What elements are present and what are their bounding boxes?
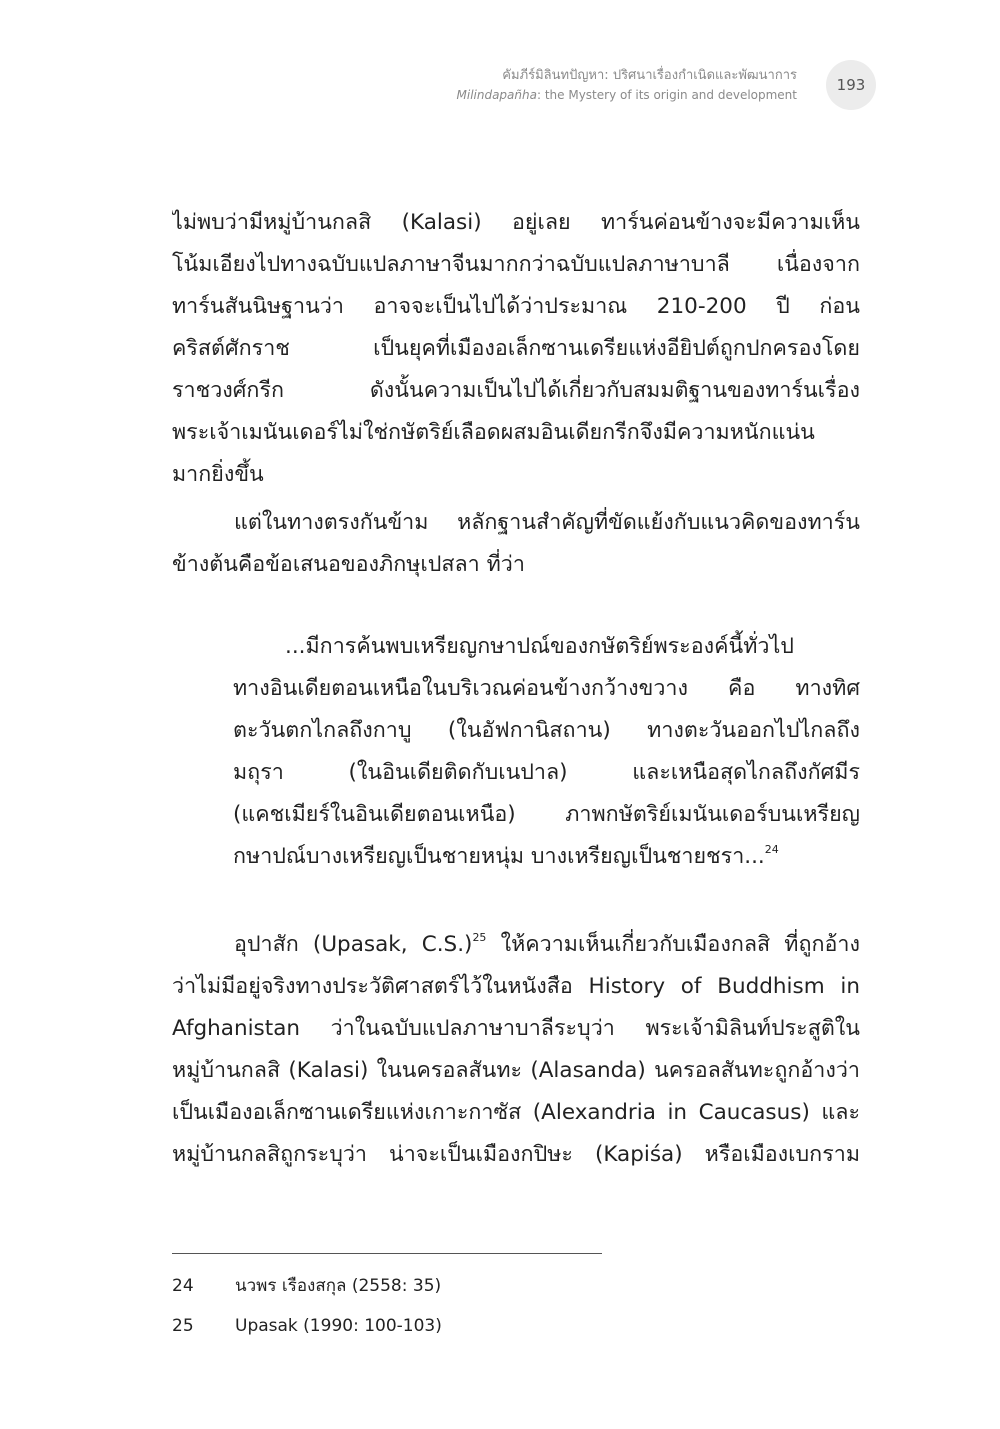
quote-line: ทางอินเดียตอนเหนือในบริเวณค่อนข้างกว้างขวาง คือ ทางทิศ <box>233 676 860 701</box>
footnote-text: Upasak (1990: 100-103) <box>235 1316 442 1336</box>
paragraph-2 <box>172 502 860 586</box>
footnote-24 <box>172 1274 441 1298</box>
header-english-title <box>277 86 797 104</box>
header-english-rest: : the Mystery of its origin and development <box>536 88 797 102</box>
body-line: มากยิ่งขึ้น <box>172 462 264 487</box>
block-quote <box>233 626 860 878</box>
body-line: โน้มเอียงไปทางฉบับแปลภาษาจีนมากกว่าฉบับแปลภาษาบาลี เนื่องจาก <box>172 252 860 277</box>
quote-line-last <box>233 836 860 878</box>
body-text: อุปาสัก (Upasak, C.S.) <box>234 932 473 957</box>
footnote-number: 25 <box>172 1316 194 1336</box>
page-number: 193 <box>826 60 876 110</box>
footnote-text: นวพร เรืองสกุล (2558: 35) <box>235 1276 442 1296</box>
body-text: ให้ความเห็นเกี่ยวกับเมืองกลสิ ที่ถูกอ้าง <box>486 932 860 957</box>
footnote-25 <box>172 1314 442 1338</box>
body-line-first <box>172 924 860 966</box>
body-line: ไม่พบว่ามีหมู่บ้านกลสิ (Kalasi) อยู่เลย ทาร์นค่อนข้างจะมีความเห็น <box>172 210 860 235</box>
body-line: ทาร์นสันนิษฐานว่า อาจจะเป็นไปได้ว่าประมาณ 210-200 ปี ก่อน <box>172 294 860 319</box>
body-line: ราชวงศ์กรีก ดังนั้นความเป็นไปได้เกี่ยวกับสมมติฐานของทาร์นเรื่อง <box>172 378 860 403</box>
running-header <box>277 66 797 104</box>
footnote-ref-25[interactable]: 25 <box>472 931 487 944</box>
body-line: หมู่บ้านกลสิถูกระบุว่า น่าจะเป็นเมืองกปิษะ (Kapiśa) หรือเมืองเบกราม <box>172 1142 860 1167</box>
quote-line: ...มีการค้นพบเหรียญกษาปณ์ของกษัตริย์พระองค์นี้ทั่วไป <box>285 634 794 659</box>
header-thai-title: คัมภีร์มิลินทปัญหา: ปริศนาเรื่องกำเนิดและพัฒนาการ <box>502 68 797 83</box>
footnote-number: 24 <box>172 1276 194 1296</box>
body-line: ข้างต้นคือข้อเสนอของภิกษุเปสลา ที่ว่า <box>172 552 525 577</box>
body-line: คริสต์ศักราช เป็นยุคที่เมืองอเล็กซานเดรียแห่งอียิปต์ถูกปกครองโดย <box>172 336 860 361</box>
quote-line: (แคชเมียร์ในอินเดียตอนเหนือ) ภาพกษัตริย์เมนันเดอร์บนเหรียญ <box>233 802 860 827</box>
footnote-divider <box>172 1253 602 1254</box>
footnote-ref-24[interactable]: 24 <box>764 843 779 856</box>
quote-line: ตะวันตกไกลถึงกาบู (ในอัฟกานิสถาน) ทางตะวันออกไปไกลถึง <box>233 718 860 743</box>
body-line: เป็นเมืองอเล็กซานเดรียแห่งเกาะกาซัส (Alexandria in Caucasus) และ <box>172 1100 860 1125</box>
quote-line-text: กษาปณ์บางเหรียญเป็นชายหนุ่ม บางเหรียญเป็นชายชรา... <box>233 844 765 869</box>
body-line: แต่ในทางตรงกันข้าม หลักฐานสำคัญที่ขัดแย้งกับแนวคิดของทาร์น <box>234 510 860 535</box>
header-english-italic: Milindapañha <box>456 88 537 102</box>
paragraph-1 <box>172 202 860 496</box>
body-line: ว่าไม่มีอยู่จริงทางประวัติศาสตร์ไว้ในหนังสือ History of Buddhism in <box>172 974 860 999</box>
body-line: Afghanistan ว่าในฉบับแปลภาษาบาลีระบุว่า พระเจ้ามิลินท์ประสูติใน <box>172 1016 860 1041</box>
body-line: พระเจ้าเมนันเดอร์ไม่ใช่กษัตริย์เลือดผสมอินเดียกรีกจึงมีความหนักแน่น <box>172 420 815 445</box>
quote-line: มถุรา (ในอินเดียติดกับเนปาล) และเหนือสุดไกลถึงกัศมีร <box>233 760 860 785</box>
body-line: หมู่บ้านกลสิ (Kalasi) ในนครอลสันทะ (Alasanda) นครอลสันทะถูกอ้างว่า <box>172 1058 860 1083</box>
paragraph-3 <box>172 924 860 1176</box>
